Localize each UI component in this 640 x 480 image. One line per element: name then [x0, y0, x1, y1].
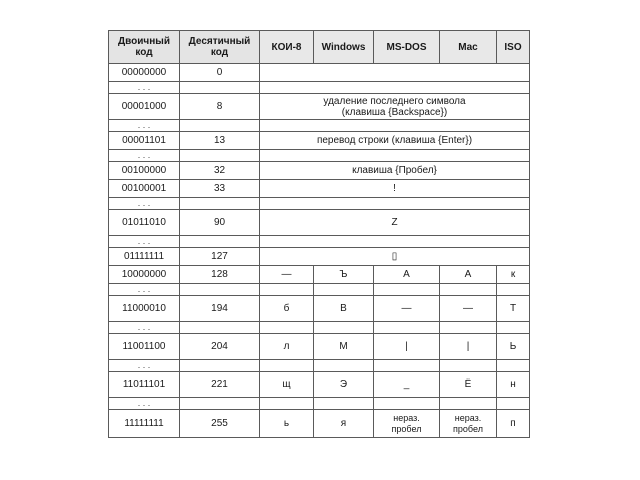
binary-cell: 01011010: [109, 210, 180, 236]
decimal-cell: 194: [180, 296, 260, 322]
header-decimal: Десятичный код: [180, 31, 260, 64]
table-row: [109, 94, 530, 120]
iso-cell: Т: [497, 296, 530, 322]
table-row: [109, 334, 530, 360]
binary-cell: 11001100: [109, 334, 180, 360]
decimal-cell: 13: [180, 132, 260, 150]
binary-cell: 01111111: [109, 248, 180, 266]
ellipsis-cell: . . .: [109, 284, 180, 296]
ellipsis-cell: . . .: [109, 322, 180, 334]
table-row: [109, 296, 530, 322]
table-row: [109, 162, 530, 180]
decimal-cell: 32: [180, 162, 260, 180]
iso-cell: п: [497, 410, 530, 438]
ellipsis-row: [109, 322, 530, 334]
binary-cell: 00001000: [109, 94, 180, 120]
table-row: [109, 64, 530, 82]
ellipsis-row: [109, 398, 530, 410]
header-binary: Двоичный код: [109, 31, 180, 64]
decimal-cell: 90: [180, 210, 260, 236]
ellipsis-cell: . . .: [109, 236, 180, 248]
description-cell: ▯: [260, 248, 530, 266]
decimal-cell: 128: [180, 266, 260, 284]
binary-cell: 10000000: [109, 266, 180, 284]
msdos-cell: —: [374, 296, 440, 322]
koi8-cell: б: [260, 296, 314, 322]
ellipsis-row: [109, 120, 530, 132]
ellipsis-row: [109, 284, 530, 296]
koi8-cell: ь: [260, 410, 314, 438]
table-row: [109, 410, 530, 438]
decimal-cell: 8: [180, 94, 260, 120]
decimal-cell: 127: [180, 248, 260, 266]
msdos-cell: _: [374, 372, 440, 398]
binary-cell: 00000000: [109, 64, 180, 82]
header-windows: Windows: [314, 31, 374, 64]
header-row: [109, 31, 530, 64]
description-cell: !: [260, 180, 530, 198]
windows-cell: В: [314, 296, 374, 322]
mac-cell: |: [440, 334, 497, 360]
description-cell: Z: [260, 210, 530, 236]
binary-cell: 00100000: [109, 162, 180, 180]
description-cell: [260, 64, 530, 82]
table-row: [109, 266, 530, 284]
description-cell: перевод строки (клавиша {Enter}): [260, 132, 530, 150]
encoding-table: [108, 30, 530, 438]
ellipsis-row: [109, 236, 530, 248]
binary-cell: 11000010: [109, 296, 180, 322]
ellipsis-row: [109, 150, 530, 162]
decimal-cell: 221: [180, 372, 260, 398]
ellipsis-row: [109, 82, 530, 94]
windows-cell: М: [314, 334, 374, 360]
iso-cell: н: [497, 372, 530, 398]
ellipsis-cell: . . .: [109, 398, 180, 410]
table-row: [109, 180, 530, 198]
ellipsis-cell: . . .: [109, 120, 180, 132]
binary-cell: 11011101: [109, 372, 180, 398]
header-mac: Mac: [440, 31, 497, 64]
description-cell: клавиша {Пробел}: [260, 162, 530, 180]
binary-cell: 00100001: [109, 180, 180, 198]
decimal-cell: 204: [180, 334, 260, 360]
mac-cell: нераз. пробел: [440, 410, 497, 438]
windows-cell: я: [314, 410, 374, 438]
mac-cell: А: [440, 266, 497, 284]
decimal-cell: 255: [180, 410, 260, 438]
table-row: [109, 210, 530, 236]
header-iso: ISO: [497, 31, 530, 64]
header-msdos: MS-DOS: [374, 31, 440, 64]
ellipsis-row: [109, 198, 530, 210]
decimal-cell: 33: [180, 180, 260, 198]
koi8-cell: щ: [260, 372, 314, 398]
msdos-cell: А: [374, 266, 440, 284]
koi8-cell: л: [260, 334, 314, 360]
binary-cell: 11111111: [109, 410, 180, 438]
windows-cell: Ъ: [314, 266, 374, 284]
header-koi8: КОИ-8: [260, 31, 314, 64]
windows-cell: Э: [314, 372, 374, 398]
koi8-cell: —: [260, 266, 314, 284]
decimal-cell: 0: [180, 64, 260, 82]
mac-cell: —: [440, 296, 497, 322]
msdos-cell: нераз. пробел: [374, 410, 440, 438]
iso-cell: Ь: [497, 334, 530, 360]
table-row: [109, 248, 530, 266]
iso-cell: к: [497, 266, 530, 284]
ellipsis-cell: . . .: [109, 360, 180, 372]
ellipsis-cell: . . .: [109, 198, 180, 210]
binary-cell: 00001101: [109, 132, 180, 150]
table-row: [109, 372, 530, 398]
ellipsis-row: [109, 360, 530, 372]
description-cell: удаление последнего символа (клавиша {Backspace}): [260, 94, 530, 120]
ellipsis-cell: . . .: [109, 82, 180, 94]
msdos-cell: |: [374, 334, 440, 360]
mac-cell: Ё: [440, 372, 497, 398]
ellipsis-cell: . . .: [109, 150, 180, 162]
table-row: [109, 132, 530, 150]
